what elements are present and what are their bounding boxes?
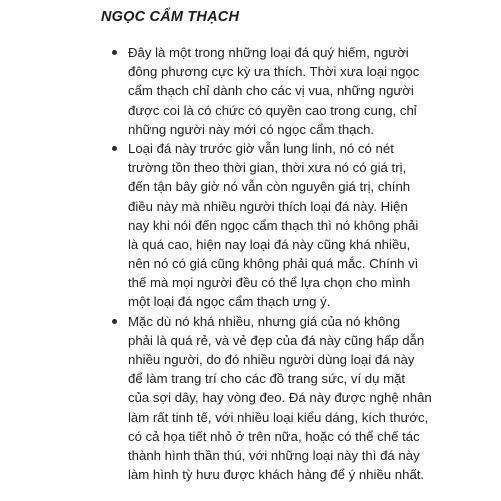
list-item bbox=[128, 312, 432, 485]
text-line: Mặc dù nó khá nhiều, nhưng giá của nó không bbox=[128, 313, 401, 329]
text-line: thành hình thần thú, với những loại này thì đá này bbox=[128, 447, 420, 463]
list-item bbox=[128, 43, 420, 139]
text-line: đông phương cực kỳ ưa thích. Thời xưa loại ngọc bbox=[128, 64, 420, 80]
bullet-icon bbox=[112, 50, 117, 55]
paragraph-text bbox=[128, 139, 419, 312]
text-line: nhiều người, do đó nhiều người dùng loại đá này bbox=[128, 352, 415, 367]
text-line: một loại đá ngọc cẩm thạch ưng ý. bbox=[128, 294, 331, 310]
text-line: nên nó có giá cũng không phải quá mắc. Chính vì bbox=[128, 256, 419, 272]
text-line: phải là quá rẻ, và vẻ đẹp của đá này cũng hấp dẫn bbox=[128, 332, 425, 348]
text-line: đến tận bây giờ nó vẫn còn nguyên giá trị, chính bbox=[128, 179, 411, 195]
text-line: làm hình tỳ hưu được khách hàng để ý nhiều nhất. bbox=[128, 467, 425, 483]
text-line: Đây là một trong những loại đá quý hiếm, người bbox=[128, 45, 409, 60]
bullet-icon bbox=[112, 319, 117, 324]
bullet-icon bbox=[112, 146, 117, 151]
paragraph-text bbox=[128, 43, 420, 139]
text-line: điều này mà nhiều người thích loại đá này. Hiện bbox=[128, 198, 408, 214]
text-line: Loại đá này trước giờ vẫn lung linh, nó có nét bbox=[128, 140, 394, 156]
text-line: để làm trang trí cho các đồ trang sức, ví dụ mặt bbox=[128, 371, 406, 387]
text-line: có cả họa tiết nhỏ ở trên nữa, hoặc có thể chế tác bbox=[128, 428, 420, 444]
bullet-list bbox=[128, 43, 432, 484]
text-line: là quá cao, hiện nay loại đá này cũng khá nhiều, bbox=[128, 236, 411, 252]
text-line: trường tồn theo thời gian, thời xưa nó có giá trị, bbox=[128, 160, 407, 176]
text-line: những người này mới có ngọc cẩm thạch. bbox=[128, 121, 375, 137]
list-item bbox=[128, 139, 419, 312]
text-line: được coi là có chức có quyền cao trong cung, chỉ bbox=[128, 102, 417, 118]
paragraph-text bbox=[128, 312, 432, 485]
text-line: nay khi nói đến ngọc cẩm thạch thì nó không phải bbox=[128, 217, 419, 233]
text-line: làm rất tinh tế, với nhiều loại kiểu dáng, kích thước, bbox=[128, 409, 429, 425]
text-line: thế mà mọi người đều có thể lựa chọn cho mình bbox=[128, 275, 411, 291]
document-title: NGỌC CẨM THẠCH bbox=[101, 9, 240, 25]
text-line: cẩm thạch chỉ dành cho các vị vua, những người bbox=[128, 83, 414, 99]
text-line: của sợi dây, hay vòng đeo. Đá này được nghệ nhân bbox=[128, 390, 432, 406]
